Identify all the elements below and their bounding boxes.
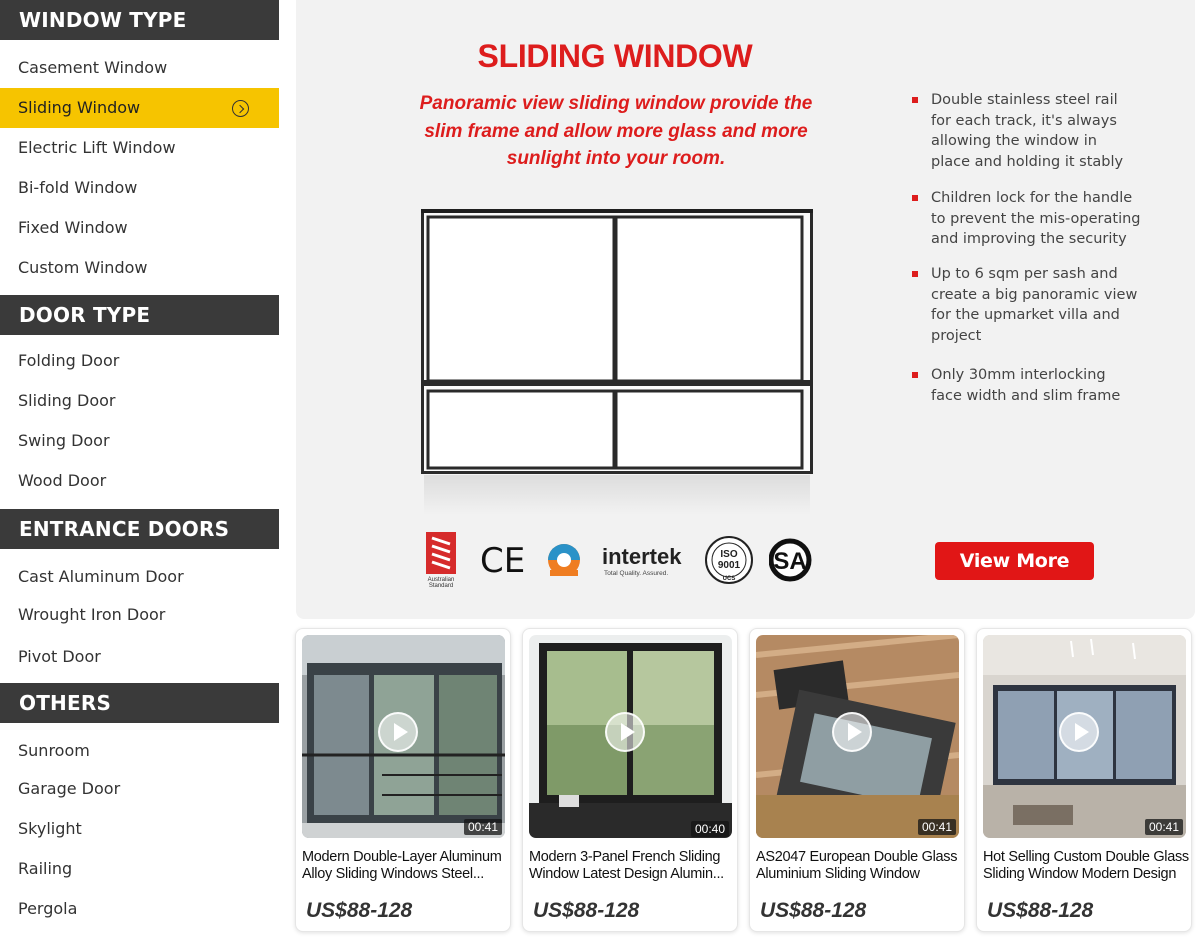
entrance-doors-header: ENTRANCE DOORS xyxy=(0,509,279,549)
feature-item: Only 30mm interlocking face width and slim frame xyxy=(910,365,1150,406)
play-icon[interactable] xyxy=(832,712,872,752)
sidebar-item-sliding-door[interactable]: Sliding Door xyxy=(18,391,116,410)
sidebar-item-wood-door[interactable]: Wood Door xyxy=(18,471,107,490)
svg-text:intertek: intertek xyxy=(602,544,682,569)
sidebar-item-swing-door[interactable]: Swing Door xyxy=(18,431,110,450)
sidebar-item-fixed-window[interactable]: Fixed Window xyxy=(18,218,128,237)
feature-item: Children lock for the handle to prevent the mis-operating and improving the security xyxy=(910,188,1150,250)
product-title[interactable]: AS2047 European Double Glass Aluminium Sliding Window xyxy=(756,849,958,882)
ce-logo xyxy=(480,542,528,578)
sidebar-item-custom-window[interactable]: Custom Window xyxy=(18,258,148,277)
product-price: US$88-128 xyxy=(987,899,1094,922)
svg-text:Australian: Australian xyxy=(427,577,455,583)
window-type-header: WINDOW TYPE xyxy=(0,0,279,40)
hero-subtitle xyxy=(406,90,826,173)
svg-text:9001: 9001 xyxy=(717,560,741,571)
sidebar-item-cast-aluminum-door[interactable]: Cast Aluminum Door xyxy=(18,567,184,586)
play-icon[interactable] xyxy=(378,712,418,752)
sidebar-item-sunroom[interactable]: Sunroom xyxy=(18,741,90,760)
product-price: US$88-128 xyxy=(760,899,867,922)
others-header: OTHERS xyxy=(0,683,279,723)
sidebar-item-sliding-window[interactable] xyxy=(0,88,279,128)
svg-text:ISO: ISO xyxy=(720,549,738,560)
sidebar-item-pergola[interactable]: Pergola xyxy=(18,899,78,918)
video-duration: 00:41 xyxy=(1145,819,1183,835)
chevron-right-circle-icon xyxy=(232,100,249,117)
play-icon[interactable] xyxy=(605,712,645,752)
australian-standard-logo xyxy=(424,532,460,588)
sidebar-item-wrought-iron-door[interactable]: Wrought Iron Door xyxy=(18,605,166,624)
svg-text:Standard: Standard xyxy=(428,583,454,588)
svg-text:CE: CE xyxy=(480,542,526,578)
sidebar-item-pivot-door[interactable]: Pivot Door xyxy=(18,647,101,666)
sidebar-item-bi-fold-window[interactable]: Bi-fold Window xyxy=(18,178,138,197)
play-icon[interactable] xyxy=(1059,712,1099,752)
product-card[interactable] xyxy=(522,628,738,932)
window-reflection xyxy=(424,475,810,515)
sidebar-item-railing[interactable]: Railing xyxy=(18,859,73,878)
sidebar-item-folding-door[interactable]: Folding Door xyxy=(18,351,120,370)
sidebar-item-skylight[interactable]: Skylight xyxy=(18,819,82,838)
subtitle-line: Panoramic view sliding window provide the xyxy=(419,93,813,114)
sliding-window-image xyxy=(421,209,813,474)
certification-logos xyxy=(424,532,824,590)
product-card[interactable] xyxy=(749,628,965,932)
feature-item: Up to 6 sqm per sash and create a big panoramic view for the upmarket villa and project xyxy=(910,264,1150,347)
product-price: US$88-128 xyxy=(306,899,413,922)
product-card[interactable] xyxy=(295,628,511,932)
product-price: US$88-128 xyxy=(533,899,640,922)
iso-9001-logo xyxy=(704,535,754,585)
product-hero-panel xyxy=(296,0,1195,619)
svg-text:SA: SA xyxy=(773,548,807,575)
video-duration: 00:41 xyxy=(918,819,956,835)
svg-text:UCS: UCS xyxy=(722,576,736,582)
sidebar-item-electric-lift-window[interactable]: Electric Lift Window xyxy=(18,138,176,157)
video-duration: 00:41 xyxy=(464,819,502,835)
svg-text:Total Quality. Assured.: Total Quality. Assured. xyxy=(604,570,669,577)
csa-logo xyxy=(769,538,813,582)
intertek-logo xyxy=(602,542,694,578)
product-title[interactable]: Modern Double-Layer Aluminum Alloy Sliding Windows Steel... xyxy=(302,849,502,882)
sidebar-item-garage-door[interactable]: Garage Door xyxy=(18,779,121,798)
product-card[interactable] xyxy=(976,628,1192,932)
product-title[interactable]: Modern 3-Panel French Sliding Window Latest Design Alumin... xyxy=(529,849,724,882)
door-type-header: DOOR TYPE xyxy=(0,295,279,335)
category-sidebar xyxy=(0,0,279,938)
feature-item: Double stainless steel rail for each track, it's always allowing the window in place and holding it stably xyxy=(910,90,1150,173)
page-title: SLIDING WINDOW xyxy=(477,38,753,74)
view-more-button[interactable]: View More xyxy=(935,542,1094,580)
product-title[interactable]: Hot Selling Custom Double Glass Sliding Window Modern Design xyxy=(983,849,1189,882)
video-duration: 00:40 xyxy=(691,821,729,837)
energy-rating-logo xyxy=(546,542,582,578)
sidebar-item-casement-window[interactable]: Casement Window xyxy=(18,58,168,77)
sidebar-item-label: Sliding Window xyxy=(18,98,141,117)
subtitle-line: slim frame and allow more glass and more xyxy=(424,120,808,142)
subtitle-line: sunlight into your room. xyxy=(506,148,726,169)
